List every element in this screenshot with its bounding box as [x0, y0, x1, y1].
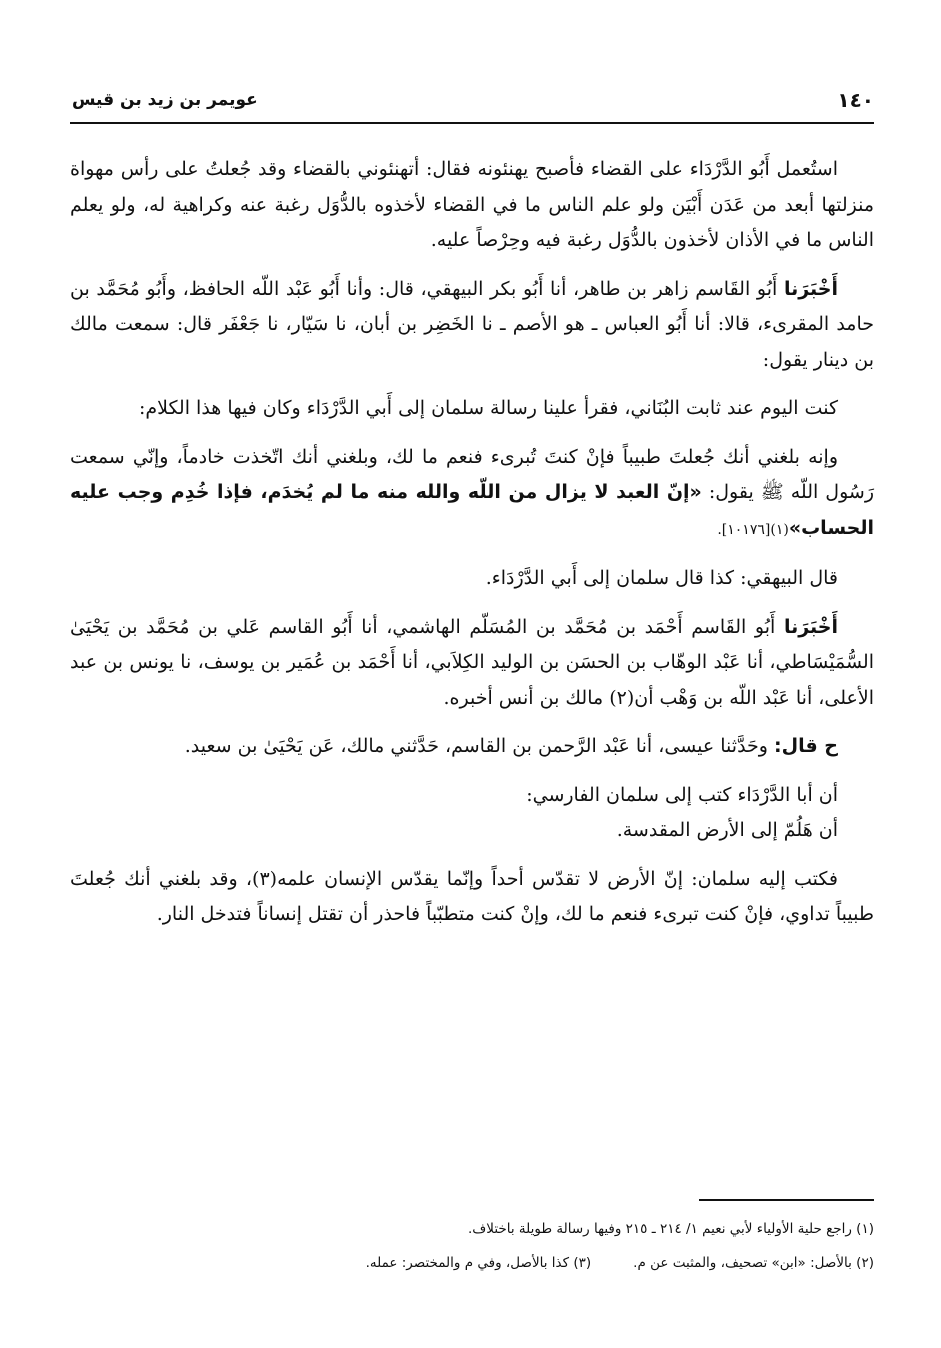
paragraph-thabit-letter: كنت اليوم عند ثابت البُنَاني، فقرأ علينا رسالة سلمان إلى أَبي الدَّرْدَاء وكان فيها هذا الكلام: — [138, 397, 838, 419]
paragraph-bayhaqi-note: قال البيهقي: كذا قال سلمان إلى أَبي الدَّرْدَاء. — [485, 567, 838, 589]
footnote-3: (٣) كذا بالأصل، وفي م والمختصر: عمله. — [365, 1255, 592, 1271]
paragraph-isnad-2 — [70, 610, 874, 717]
letter-text: وإنه بلغني أنك جُعلتَ طبيباً فإنْ كنتَ تُبرىء فنعم ما لك، وبلغني أنك اتّخذت خادماً، وإنّي سمعت رَسُول اللّه ﷺ يقول: — [70, 445, 874, 503]
paragraph-isnad-1 — [70, 272, 874, 379]
footnote-1: (١) راجع حلية الأولياء لأبي نعيم ١/ ٢١٤ ـ ٢١٥ وفيها رسالة طويلة باختلاف. — [468, 1221, 874, 1237]
hadith-reference: (١)[١٠١٧٦]. — [717, 521, 789, 538]
footnote-row — [70, 1246, 874, 1280]
paragraph-holy-land: أن هَلُمّ إلى الأرض المقدسة. — [616, 819, 838, 841]
footnote-2: (٢) بالأصل: «ابن» تصحيف، والمثبت عن م. — [633, 1255, 874, 1271]
ha-qala-lead: ح قال: — [774, 735, 838, 757]
footnote-separator — [699, 1199, 874, 1201]
page-number: ١٤٠ — [837, 88, 874, 112]
isnad-1-text: أَبُو القَاسم زاهر بن طاهر، أنا أَبُو بكر البيهقي، قال: وأنا أَبُو عَبْد اللّه الحافظ، وأَبُو مُحَمَّد بن حامد المقرىء، قالا: أنا أَبُو العباس ـ هو الأصم ـ نا الخَضِر بن أبان، نا سَيّار، نا جَعْفَر قال: سمعت مالك بن دينار يقول: — [70, 277, 874, 371]
isnad-3-text: وحَدَّثنا عيسى، أنا عَبْد الرَّحمن بن القاسم، حَدَّثني مالك، عَن يَحْيَىٰ بن سعيد. — [184, 735, 775, 757]
hadith-quote: «إنّ العبد لا يزال من اللّه والله منه ما لم يُخدَم، فإذا خُدِم وجب عليه الحساب» — [70, 481, 874, 539]
page-header — [70, 88, 874, 124]
paragraph-salman-reply: فكتب إليه سلمان: إنّ الأرض لا تقدّس أحداً وإنّما يقدّس الإنسان علمه(٣)، وقد بلغني أنك جُعلتَ طبيباً تداوي، فإنْ كنت تبرىء فنعم ما لك، وإنْ كنت متطبّباً فاحذر أن تقتل إنساناً فتدخل النار. — [70, 867, 874, 925]
akhbarana-lead: أَخْبَرَنا — [783, 615, 838, 638]
isnad-2-text: أَبُو القَاسم أَحْمَد بن مُحَمَّد بن المُسَلّم الهاشمي، أنا أَبُو القاسم عَلي بن مُحَمَّد بن يَحْيَىٰ السُّمَيْسَاطي، أنا عَبْد الوهّاب بن الحسَن بن الوليد الكِلاَبي، أنا أَحْمَد بن عُمَير بن يوسف، نا يونس بن عبد الأعلى، أنا عَبْد اللّه بن وَهْب أن(٢) مالك بن أنس أخبره. — [70, 615, 874, 709]
running-title: عويمر بن زيد بن قيس — [72, 90, 258, 110]
paragraph-qadi-appointment: استُعمل أَبُو الدَّرْدَاء على القضاء فأصبح يهنئونه فقال: أتهنئوني بالقضاء وقد جُعلتُ على رأس مهواة منزلتها أبعد من عَدَن أَبْيَن ولو علم الناس ما في القضاء لأخذوه بالدُّوَل رغبة عنه وكراهية له، ولو يعلم الناس ما في الأذان لأخذون بالدُّوَل رغبة فيه وحِرْصاً عليه. — [70, 158, 874, 251]
paragraph-isnad-3 — [70, 729, 874, 765]
paragraph-abu-darda-letter: أن أبا الدَّرْدَاء كتب إلى سلمان الفارسي: — [526, 783, 838, 806]
paragraph-hadith — [70, 440, 874, 549]
main-text — [70, 152, 874, 946]
footnotes — [70, 1212, 874, 1280]
akhbarana-lead: أَخْبَرَنا — [783, 277, 838, 300]
